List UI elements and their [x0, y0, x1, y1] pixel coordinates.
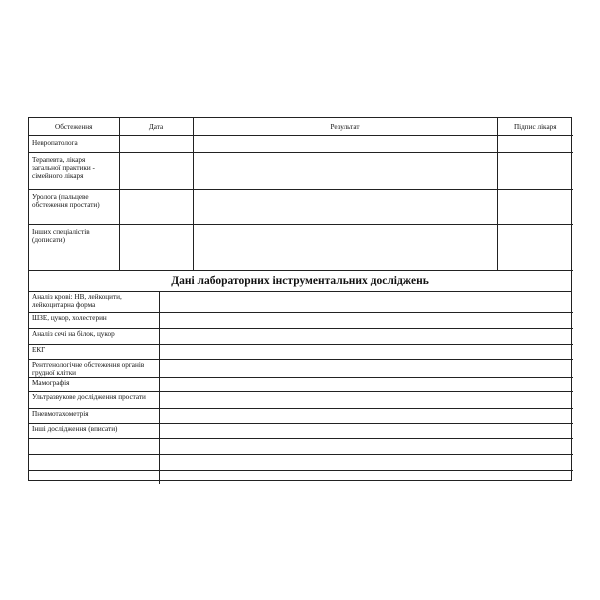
lab-result-cell[interactable] [159, 359, 573, 377]
exam-table [29, 118, 573, 271]
lab-result-cell[interactable] [159, 423, 573, 438]
lab-row [29, 344, 573, 359]
lab-row [29, 377, 573, 391]
lab-result-cell[interactable] [159, 344, 573, 359]
date-cell[interactable] [119, 190, 193, 225]
result-cell[interactable] [193, 136, 497, 153]
exam-row [29, 136, 573, 153]
lab-result-cell[interactable] [159, 391, 573, 408]
exam-row [29, 190, 573, 225]
medical-exam-form [28, 117, 572, 481]
lab-section-title: Дані лабораторних інструментальних досліджень [29, 271, 571, 292]
lab-row-label: Рентгенологічне обстеження органів грудної клітки [29, 359, 159, 377]
lab-row-label: Пневмотахометрія [29, 408, 159, 423]
lab-result-cell[interactable] [159, 438, 573, 454]
result-cell[interactable] [193, 225, 497, 271]
exam-row-label: Невропатолога [29, 136, 119, 153]
exam-row [29, 153, 573, 190]
lab-result-cell[interactable] [159, 328, 573, 344]
signature-cell[interactable] [497, 153, 573, 190]
lab-row-label [29, 470, 159, 484]
lab-row [29, 391, 573, 408]
signature-cell[interactable] [497, 190, 573, 225]
lab-result-cell[interactable] [159, 312, 573, 328]
date-cell[interactable] [119, 225, 193, 271]
exam-row-label: Інших спеціалістів (дописати) [29, 225, 119, 271]
date-cell[interactable] [119, 153, 193, 190]
lab-row [29, 312, 573, 328]
date-cell[interactable] [119, 136, 193, 153]
lab-row [29, 292, 573, 312]
result-cell[interactable] [193, 153, 497, 190]
result-cell[interactable] [193, 190, 497, 225]
header-date: Дата [119, 118, 193, 136]
lab-row [29, 454, 573, 470]
lab-row-label: Ультразвукове дослідження простати [29, 391, 159, 408]
lab-result-cell[interactable] [159, 408, 573, 423]
exam-row-label: Терапевта, лікаря загальної практики - сімейного лікаря [29, 153, 119, 190]
signature-cell[interactable] [497, 225, 573, 271]
exam-table-header-row [29, 118, 573, 136]
exam-row-label: Уролога (пальцеве обстеження простати) [29, 190, 119, 225]
lab-row-label: Мамографія [29, 377, 159, 391]
lab-row-label: ШЗЕ, цукор, холестерин [29, 312, 159, 328]
lab-result-cell[interactable] [159, 454, 573, 470]
lab-result-cell[interactable] [159, 292, 573, 312]
lab-result-cell[interactable] [159, 470, 573, 484]
signature-cell[interactable] [497, 136, 573, 153]
lab-result-cell[interactable] [159, 377, 573, 391]
lab-row [29, 359, 573, 377]
lab-row [29, 423, 573, 438]
header-doctor-signature: Підпис лікаря [497, 118, 573, 136]
lab-row [29, 408, 573, 423]
lab-row-label [29, 438, 159, 454]
lab-table [29, 292, 573, 484]
lab-row-label: Аналіз сечі на білок, цукор [29, 328, 159, 344]
exam-row [29, 225, 573, 271]
header-result: Результат [193, 118, 497, 136]
lab-row-label [29, 454, 159, 470]
lab-row [29, 328, 573, 344]
lab-row-label: ЕКГ [29, 344, 159, 359]
lab-row-label: Інші дослідження (вписати) [29, 423, 159, 438]
header-examination: Обстеження [29, 118, 119, 136]
lab-row [29, 438, 573, 454]
lab-row [29, 470, 573, 484]
lab-row-label: Аналіз крові: НВ, лейкоцити, лейкоцитарна форма [29, 292, 159, 312]
